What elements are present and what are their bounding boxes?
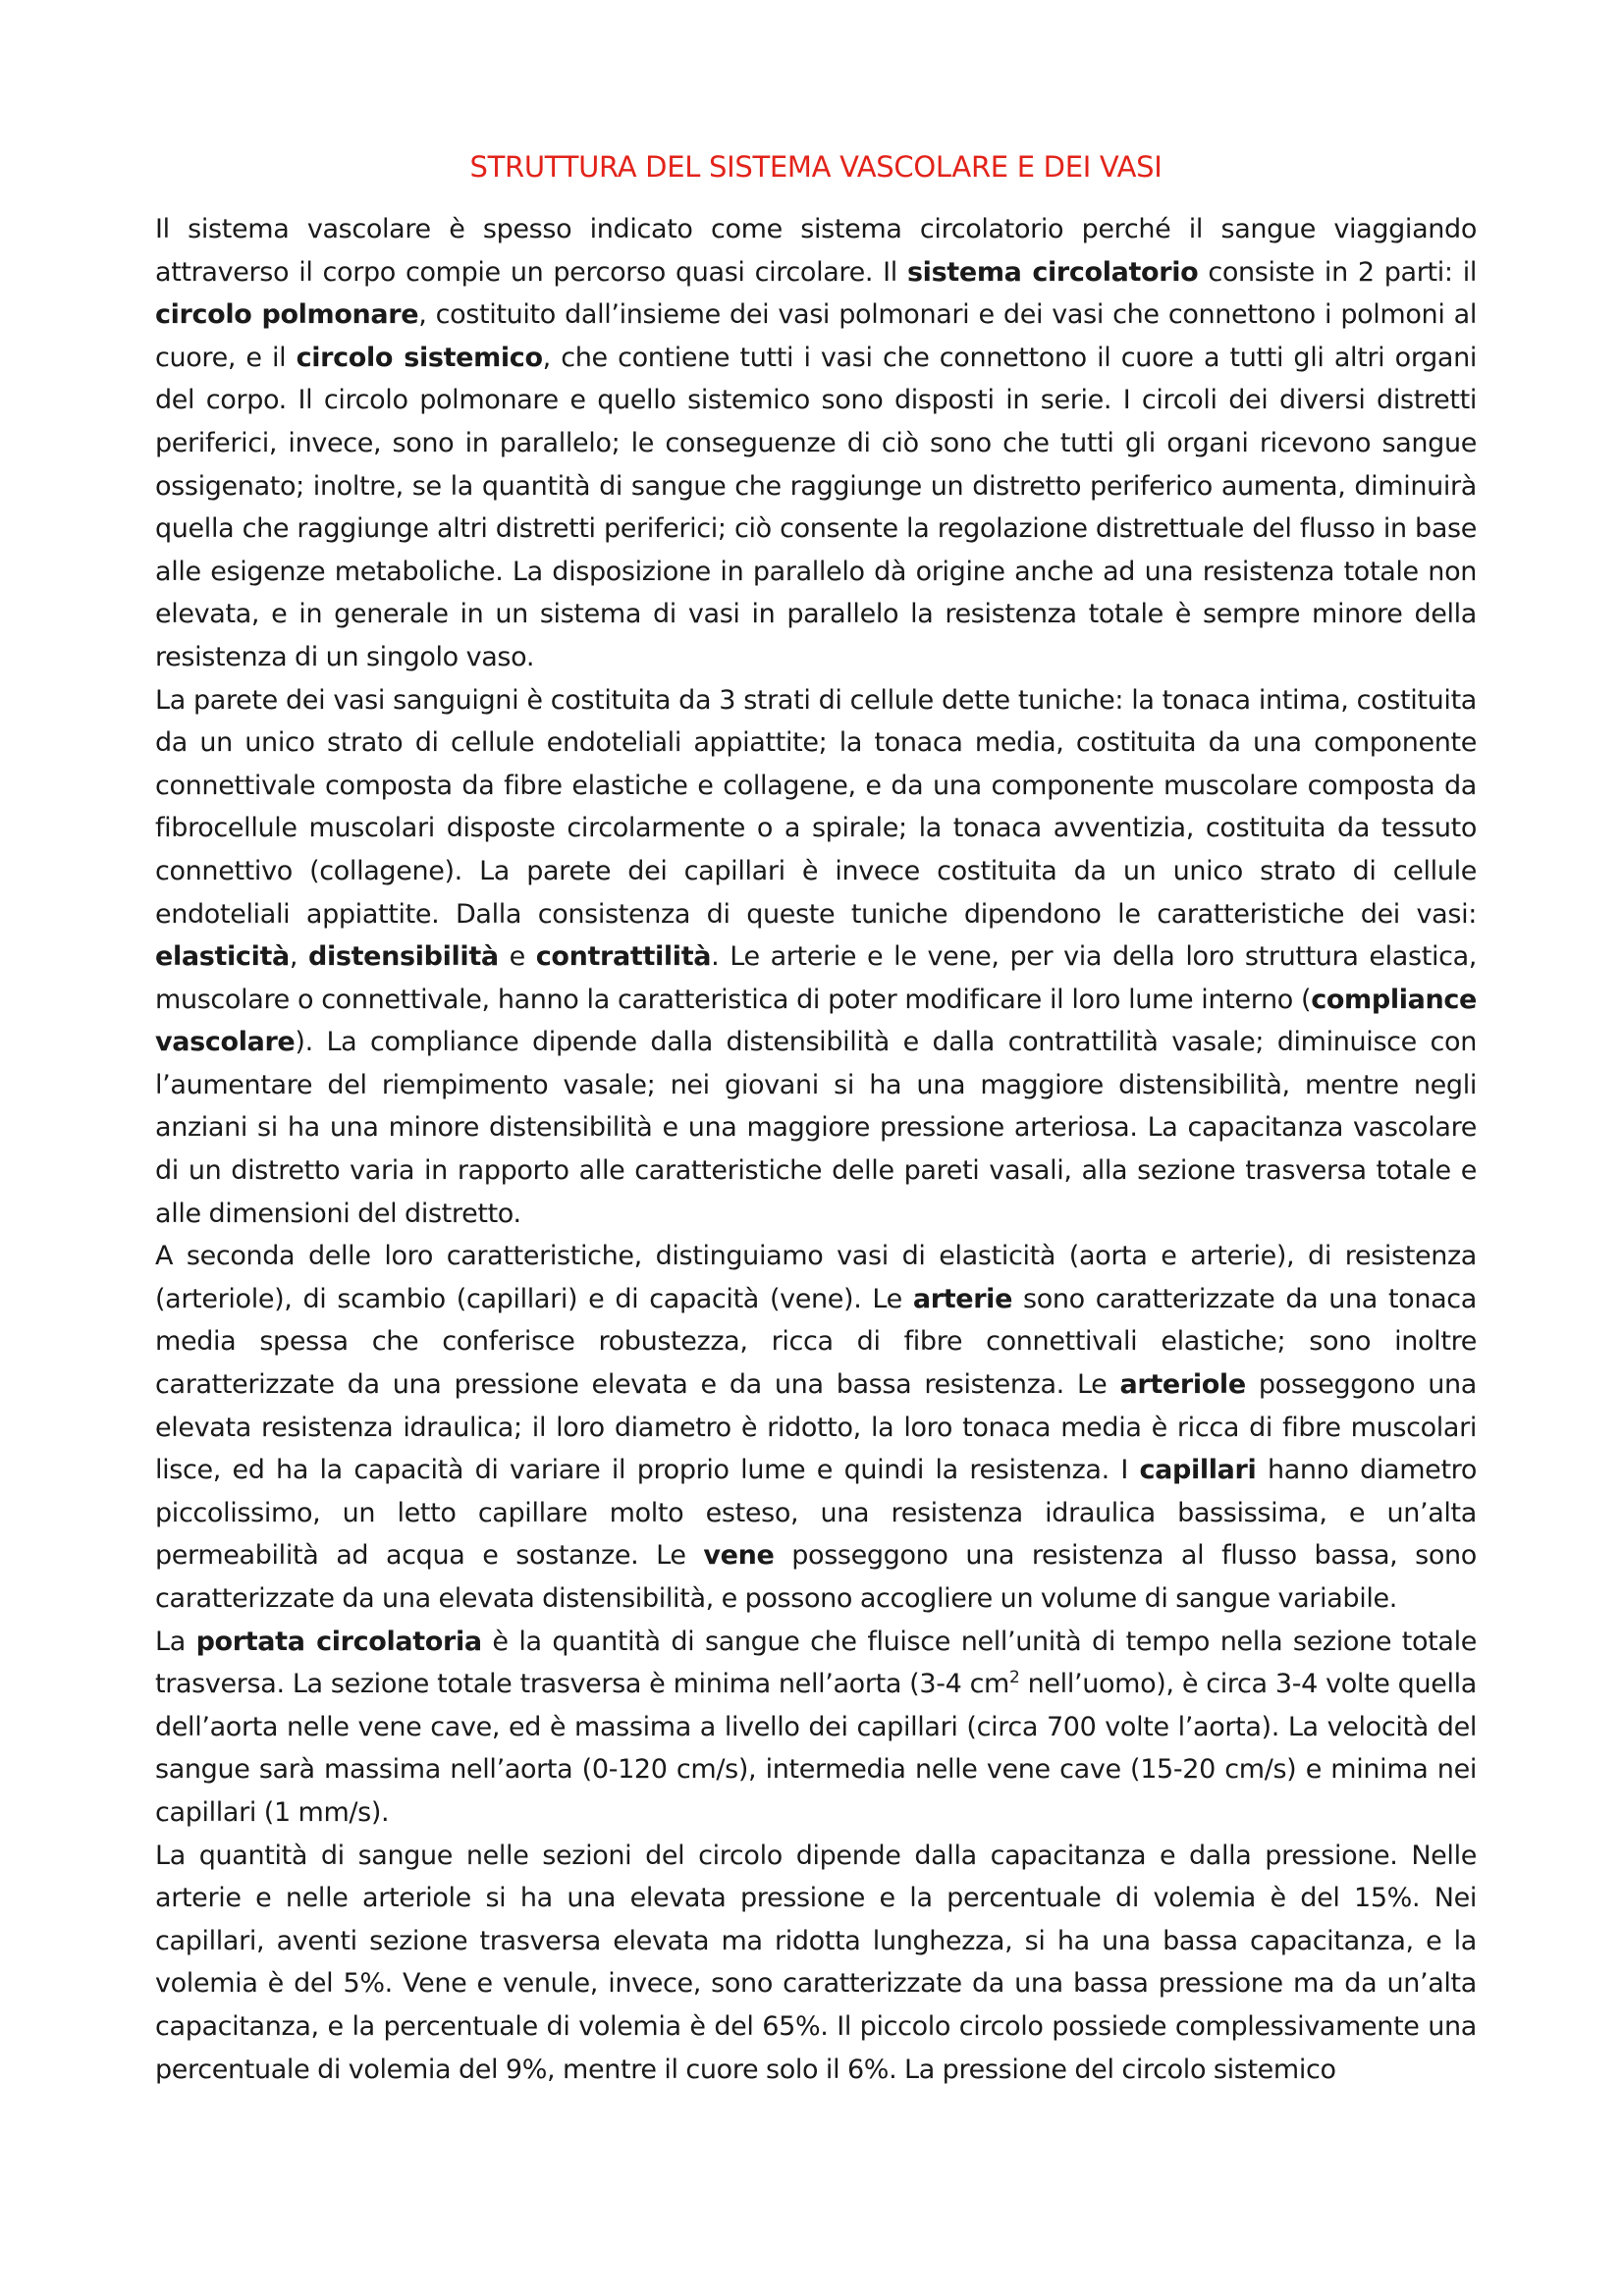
paragraph xyxy=(155,1621,1477,1835)
bold-term: vene xyxy=(703,1540,775,1572)
paragraph xyxy=(155,679,1477,1236)
document-page xyxy=(155,147,1477,2169)
text-run: posseggono una elevata resistenza idraulica; il loro diametro è ridotto, la loro tonaca media è ricca di fibre muscolari lisce, ed ha la capacità di variare il proprio lume e quindi la resistenza. I xyxy=(155,1369,1477,1486)
paragraph xyxy=(155,1235,1477,1620)
text-run: La parete dei vasi sanguigni è costituita da 3 strati di cellule dette tuniche: la tonaca intima, costituita da un unico strato di cellule endoteliali appiattite; la tonaca media, costituita da una componente connettivale composta da fibre elastiche e collagene, e da una componente muscolare composta da fibrocellule muscolari disposte circolarmente o a spirale; la tonaca avventizia, costituita da tessuto connettivo (collagene). La parete dei capillari è invece costituita da un unico strato di cellule endoteliali appiattite. Dalla consistenza di queste tuniche dipendono le caratteristiche dei vasi: xyxy=(155,684,1477,930)
bold-term: elasticità xyxy=(155,941,290,973)
document-body xyxy=(155,208,1477,2091)
text-run: posseggono una resistenza al flusso bassa, sono caratterizzate da una elevata distensibilità, e possono accogliere un volume di sangue variabile. xyxy=(155,1540,1477,1614)
text-run: sono caratterizzate da una tonaca media spessa che conferisce robustezza, ricca di fibre connettivali elastiche; sono inoltre caratterizzate da una pressione elevata e da una bassa resistenza. Le xyxy=(155,1283,1477,1401)
superscript: 2 xyxy=(1009,1668,1020,1688)
bold-term: sistema circolatorio xyxy=(906,256,1199,288)
text-run: e xyxy=(498,941,536,973)
bold-term: distensibilità xyxy=(308,941,499,973)
document-title: STRUTTURA DEL SISTEMA VASCOLARE E DEI VASI xyxy=(469,150,1163,184)
text-run: , xyxy=(289,941,309,973)
text-run: La quantità di sangue nelle sezioni del circolo dipende dalla capacitanza e dalla pressione. Nelle arterie e nelle arteriole si ha una elevata pressione e la percentuale di volemia è del 15%. Nei capillari, aventi sezione trasversa elevata ma ridotta lunghezza, si ha una bassa capacitanza, e la volemia è del 5%. Vene e venule, invece, sono caratterizzate da una bassa pressione ma da un’alta capacitanza, e la percentuale di volemia è del 65%. Il piccolo circolo possiede complessivamente una percentuale di volemia del 9%, mentre il cuore solo il 6%. La pressione del circolo sistemico xyxy=(155,1840,1477,2085)
text-run: Il sistema vascolare è spesso indicato come sistema circolatorio perché il sangue viaggiando attraverso il corpo compie un percorso quasi circolare. Il xyxy=(155,214,1477,288)
text-run: A seconda delle loro caratteristiche, distinguiamo vasi di elasticità (aorta e arterie), di resistenza (arteriole), di scambio (capillari) e di capacità (vene). Le xyxy=(155,1241,1477,1314)
text-run: hanno diametro piccolissimo, un letto capillare molto esteso, una resistenza idraulica bassissima, e un’alta permeabilità ad acqua e sostanze. Le xyxy=(155,1455,1477,1572)
bold-term: arterie xyxy=(912,1283,1013,1314)
bold-term: capillari xyxy=(1139,1455,1257,1486)
paragraph xyxy=(155,1835,1477,2092)
bold-term: arteriole xyxy=(1119,1369,1246,1401)
text-run: è la quantità di sangue che fluisce nell’unità di tempo nella sezione totale trasversa. La sezione totale trasversa è minima nell’aorta (3-4 cm xyxy=(155,1626,1477,1700)
bold-term: circolo sistemico xyxy=(296,342,543,373)
bold-term: compliance vascolare xyxy=(155,984,1477,1058)
bold-term: portata circolatoria xyxy=(195,1626,482,1657)
text-run: ). La compliance dipende dalla distensibilità e dalla contrattilità vasale; diminuisce con l’aumentare del riempimento vasale; nei giovani si ha una maggiore distensibilità, mentre negli anziani si ha una minore distensibilità e una maggiore pressione arteriosa. La capacitanza vascolare di un distretto varia in rapporto alle caratteristiche delle pareti vasali, alla sezione trasversa totale e alle dimensioni del distretto. xyxy=(155,1027,1477,1229)
text-run: nell’uomo), è circa 3-4 volte quella dell’aorta nelle vene cave, ed è massima a livello dei capillari (circa 700 volte l’aorta). La velocità del sangue sarà massima nell’aorta (0-120 cm/s), intermedia nelle vene cave (15-20 cm/s) e minima nei capillari (1 mm/s). xyxy=(155,1669,1477,1828)
bold-term: circolo polmonare xyxy=(155,299,419,331)
text-run: , che contiene tutti i vasi che connettono il cuore a tutti gli altri organi del corpo. Il circolo polmonare e quello sistemico sono disposti in serie. I circoli dei diversi distretti periferici, invece, sono in parallelo; le conseguenze di ciò sono che tutti gli organi ricevono sangue ossigenato; inoltre, se la quantità di sangue che raggiunge un distretto periferico aumenta, diminuirà quella che raggiunge altri distretti periferici; ciò consente la regolazione distrettuale del flusso in base alle esigenze metaboliche. La disposizione in parallelo dà origine anche ad una resistenza totale non elevata, e in generale in un sistema di vasi in parallelo la resistenza totale è sempre minore della resistenza di un singolo vaso. xyxy=(155,342,1477,672)
text-run: consiste in 2 parti: il xyxy=(1198,256,1477,288)
text-run: La xyxy=(155,1626,196,1657)
bold-term: contrattilità xyxy=(535,941,712,973)
text-run: . Le arterie e le vene, per via della loro struttura elastica, muscolare o connettivale, hanno la caratteristica di poter modificare il loro lume interno ( xyxy=(155,941,1477,1015)
text-run: , costituito dall’insieme dei vasi polmonari e dei vasi che connettono i polmoni al cuore, e il xyxy=(155,299,1477,373)
paragraph xyxy=(155,208,1477,679)
